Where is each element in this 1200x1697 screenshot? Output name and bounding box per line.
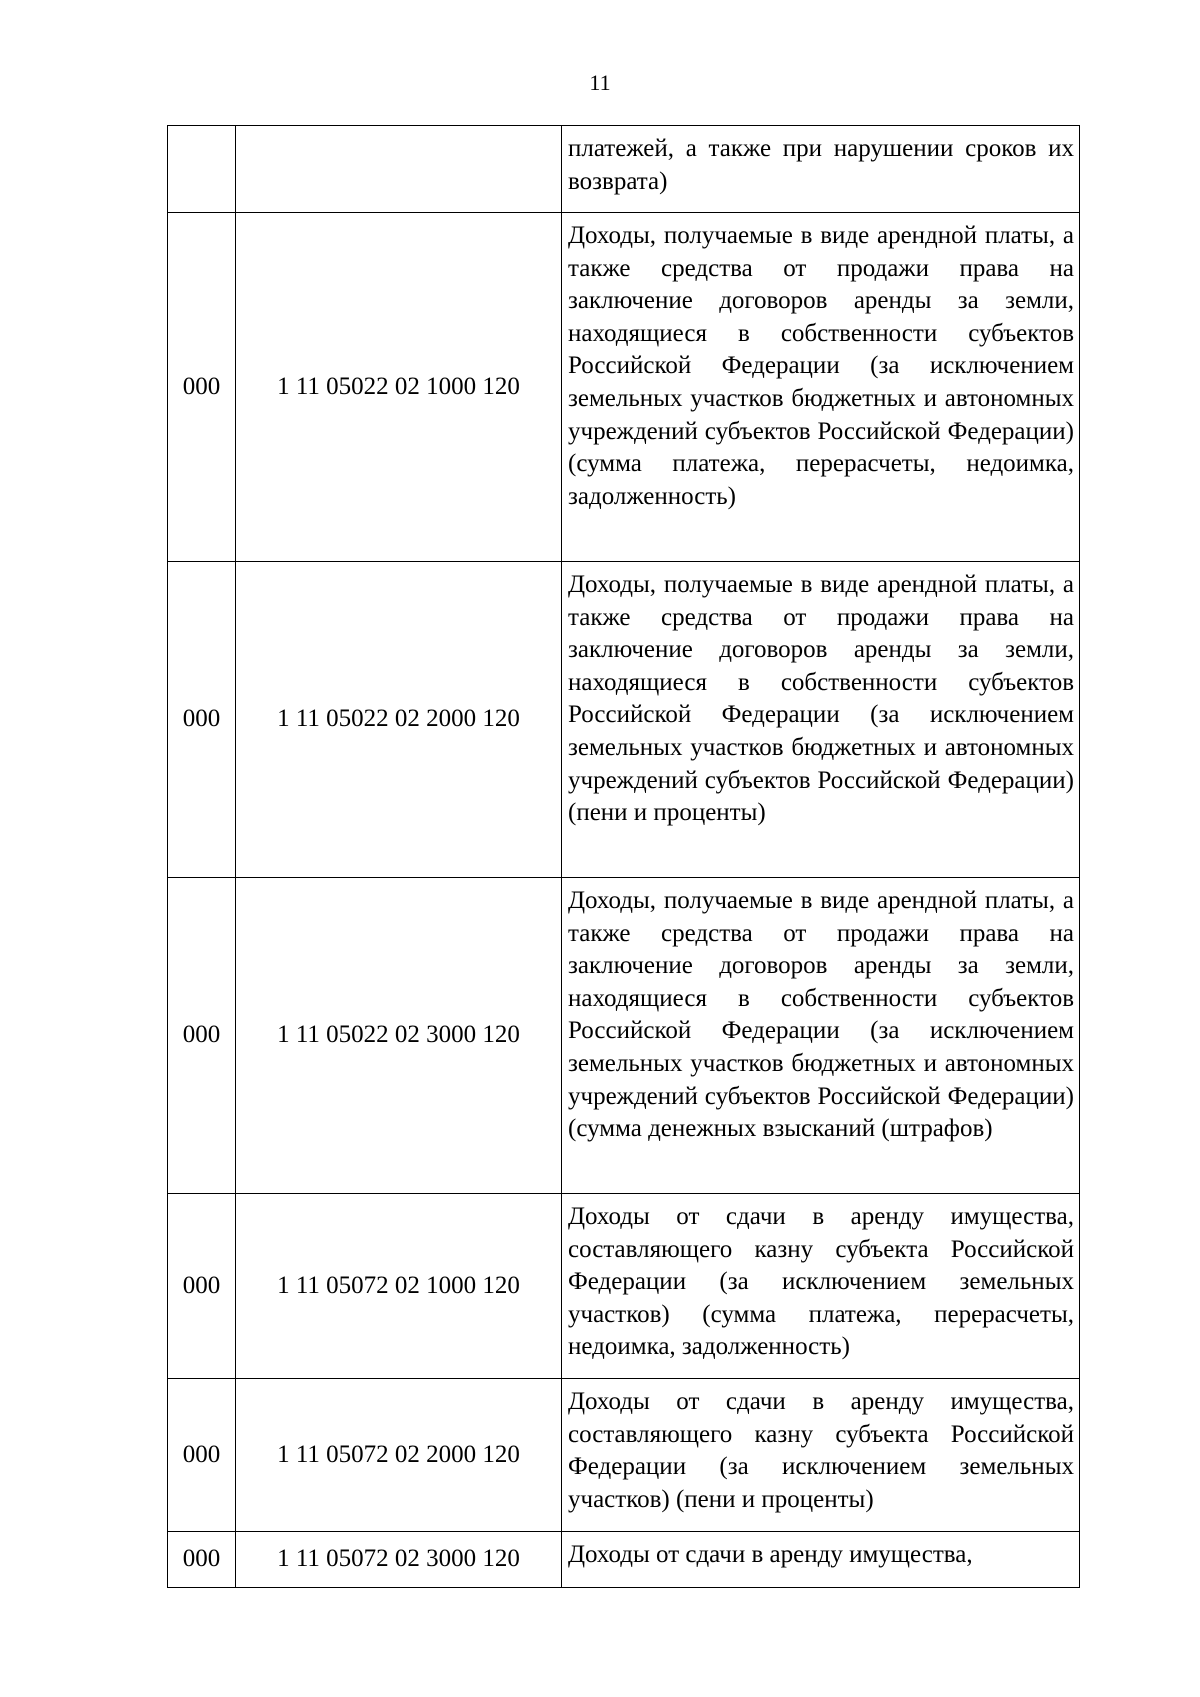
- page-number: 11: [589, 70, 611, 95]
- table-row: [168, 1532, 1080, 1588]
- revenue-codes-table: [167, 125, 1080, 1588]
- budget-code-cell: 1 11 05022 02 3000 120: [236, 878, 562, 1194]
- budget-code-cell: 1 11 05022 02 1000 120: [236, 213, 562, 562]
- description-text: Доходы от сдачи в аренду имущества, составляющего казну субъекта Российской Федерации (за исключением земельных участков) (сумма платежа, перерасчеты, недоимка, задолженность): [568, 1203, 1074, 1361]
- budget-code-cell: 1 11 05072 02 1000 120: [236, 1194, 562, 1379]
- admin-code-cell: 000: [168, 562, 236, 878]
- table-row: [168, 562, 1080, 878]
- admin-code-cell: 000: [168, 1379, 236, 1532]
- admin-code-cell: 000: [168, 1532, 236, 1588]
- budget-code-cell: [236, 126, 562, 213]
- description-cell: [562, 126, 1080, 213]
- description-text: Доходы от сдачи в аренду имущества, составляющего казну субъекта Российской Федерации (за исключением земельных участков) (пени и проценты): [568, 1388, 1074, 1513]
- table-row: [168, 1194, 1080, 1379]
- description-text: Доходы, получаемые в виде арендной платы, а также средства от продажи права на заключение договоров аренды за земли, находящиеся в собственности субъектов Российской Федерации (за исключением земельных участков бюджетных и автономных учреждений субъектов Российской Федерации) (сумма платежа, перерасчеты, недоимка, задолженность): [568, 222, 1074, 510]
- description-text: платежей, а также при нарушении сроков их возврата): [568, 135, 1074, 195]
- description-cell: [562, 1532, 1080, 1588]
- budget-code-cell: 1 11 05072 02 3000 120: [236, 1532, 562, 1588]
- budget-code-cell: 1 11 05072 02 2000 120: [236, 1379, 562, 1532]
- table-row: [168, 878, 1080, 1194]
- description-text: Доходы, получаемые в виде арендной платы, а также средства от продажи права на заключение договоров аренды за земли, находящиеся в собственности субъектов Российской Федерации (за исключением земельных участков бюджетных и автономных учреждений субъектов Российской Федерации) (пени и проценты): [568, 571, 1074, 827]
- table-row: [168, 213, 1080, 562]
- description-cell: [562, 878, 1080, 1194]
- table-row: [168, 126, 1080, 213]
- description-text: Доходы, получаемые в виде арендной платы, а также средства от продажи права на заключение договоров аренды за земли, находящиеся в собственности субъектов Российской Федерации (за исключением земельных участков бюджетных и автономных учреждений субъектов Российской Федерации) (сумма денежных взысканий (штрафов): [568, 887, 1074, 1143]
- table-row: [168, 1379, 1080, 1532]
- admin-code-cell: 000: [168, 878, 236, 1194]
- description-cell: [562, 213, 1080, 562]
- table-body: [168, 126, 1080, 1588]
- budget-code-cell: 1 11 05022 02 2000 120: [236, 562, 562, 878]
- admin-code-cell: 000: [168, 213, 236, 562]
- admin-code-cell: [168, 126, 236, 213]
- description-cell: [562, 1379, 1080, 1532]
- description-text: Доходы от сдачи в аренду имущества,: [568, 1541, 973, 1568]
- description-cell: [562, 1194, 1080, 1379]
- description-cell: [562, 562, 1080, 878]
- admin-code-cell: 000: [168, 1194, 236, 1379]
